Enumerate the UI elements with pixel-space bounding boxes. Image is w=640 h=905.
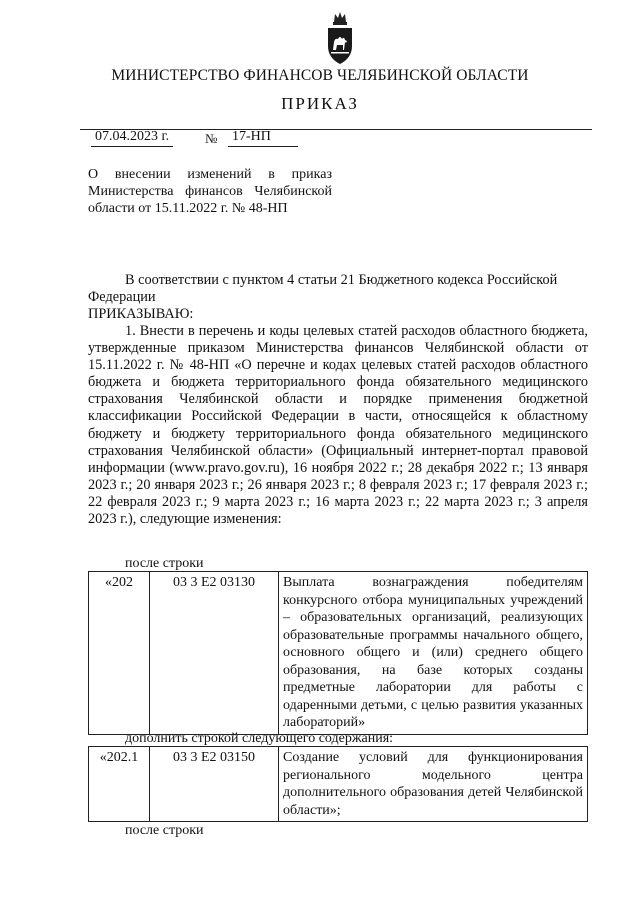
- after-rows-label-2: после строки: [125, 823, 204, 838]
- coat-of-arms-emblem: [325, 10, 355, 66]
- table-row: [89, 747, 588, 822]
- legal-basis-paragraph: В соответствии с пунктом 4 статьи 21 Бюджетного кодекса Российской Федерации: [88, 272, 558, 305]
- item-1-paragraph: 1. Внести в перечень и коды целевых статей расходов областного бюджета, утвержденные приказом Министерства финансов Челябинской области от 15.11.2022 г. № 48-НП «О перечне и кодах целевых статей расходов областного бюджета и бюджета территориального фонда обязательного медицинского страхования Челябинской области и порядке применения бюджетной классификации Российской Федерации в части, относящейся к областному бюджету и бюджету территориального фонда обязательного медицинского страхования Челябинской области» (Официальный интернет-портал правовой информации (www.pravo.gov.ru), 16 ноября 2022 г.; 28 декабря 2022 г.; 13 января 2023 г.; 20 января 2023 г.; 26 января 2023 г.; 8 февраля 2023 г.; 17 февраля 2023 г.; 22 февраля 2023 г.; 9 марта 2023 г.; 16 марта 2023 г.; 22 марта 2023 г.; 3 апреля 2023 г.), следующие изменения:: [88, 323, 588, 528]
- description-cell: Выплата вознаграждения победителям конкурсного отбора муниципальных учреждений – образовательных организаций, реализующих образовательные программы начального общего, основного общего и (или) среднего общего образования, на базе которых созданы предметные лаборатории для работы с одаренными детьми, с целью развития указанных лабораторий»: [279, 572, 588, 735]
- target-code-cell: 03 3 Е2 03150: [150, 747, 279, 822]
- number-sign: №: [205, 131, 218, 146]
- table-row: [89, 572, 588, 735]
- after-rows-label: после строки: [125, 556, 204, 571]
- ministry-name: МИНИСТЕРСТВО ФИНАНСОВ ЧЕЛЯБИНСКОЙ ОБЛАСТИ: [111, 67, 529, 84]
- document-number: 17-НП: [228, 128, 298, 147]
- new-row-table: [88, 746, 588, 822]
- row-number-cell: «202.1: [89, 747, 150, 822]
- add-row-label: дополнить строкой следующего содержания:: [125, 731, 394, 746]
- existing-row-table: [88, 571, 588, 735]
- document-type-title: ПРИКАЗ: [281, 94, 359, 113]
- row-number-cell: «202: [89, 572, 150, 735]
- document-subject: О внесении изменений в приказ Министерства финансов Челябинской области от 15.11.2022 г. № 48-НП: [88, 167, 332, 216]
- order-heading: ПРИКАЗЫВАЮ:: [88, 306, 194, 322]
- target-code-cell: 03 3 Е2 03130: [150, 572, 279, 735]
- description-cell: Создание условий для функционирования регионального модельного центра дополнительного образования детей Челябинской области»;: [279, 747, 588, 822]
- document-date: 07.04.2023 г.: [91, 128, 173, 147]
